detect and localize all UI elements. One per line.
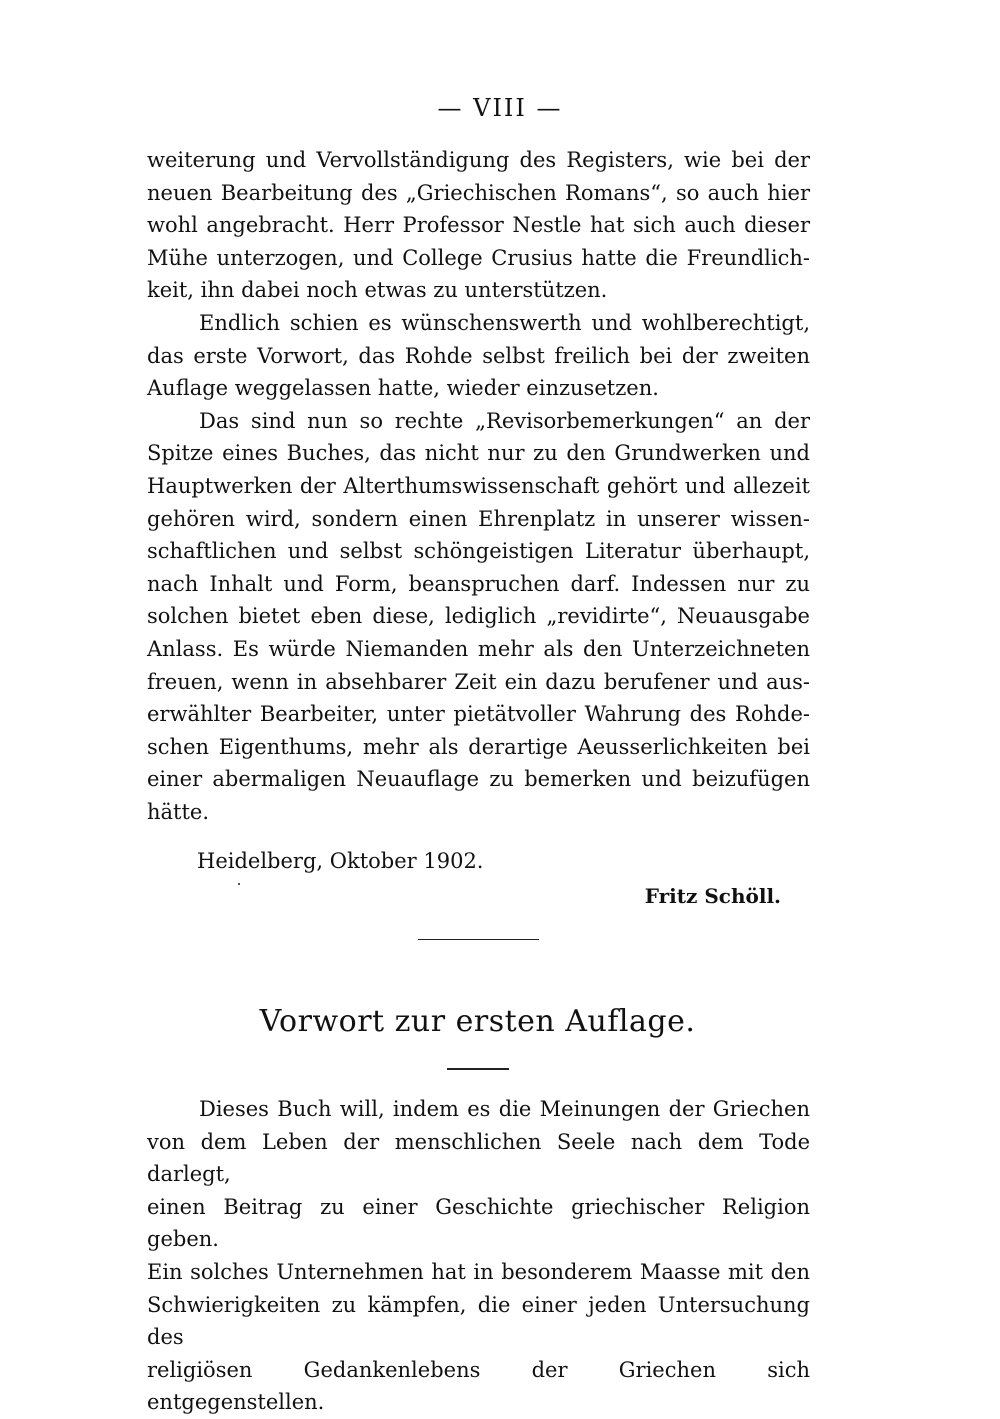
page-number: — VIII — [437,94,563,122]
signature-name: Fritz Schöll. [644,884,781,908]
text-line: Auflage weggelassen hatte, wieder einzusetzen. [147,376,659,401]
text-line: Hauptwerken der Alterthumswissenschaft gehört und allezeit [147,473,810,498]
text-line: Mühe unterzogen, und College Crusius hatte die Freundlich- [147,245,810,270]
text-line: von dem Leben der menschlichen Seele nach dem Tode darlegt, [147,1129,810,1187]
text-line: Schwierigkeiten zu kämpfen, die einer jeden Untersuchung des [147,1292,810,1350]
text-line: Anlass. Es würde Niemanden mehr als den Unterzeichneten [147,636,810,661]
text-line: einen Beitrag zu einer Geschichte griechischer Religion geben. [147,1194,810,1252]
text-line: hätte. [147,799,210,824]
text-line: gehören wird, sondern einen Ehrenplatz in unserer wissen- [147,506,810,531]
text-line: Das sind nun so rechte „Revisorbemerkungen“ an der [199,408,810,433]
text-line: freuen, wenn in absehbarer Zeit ein dazu berufener und aus- [147,669,810,694]
text-line: einer abermaligen Neuauflage zu bemerken und beizufügen [147,767,810,792]
title-underline-rule [447,1068,509,1070]
signature-place-date: Heidelberg, Oktober 1902. [197,849,484,873]
text-line: schen Eigenthums, mehr als derartige Aeusserlichkeiten bei [147,734,810,759]
text-line: neuen Bearbeitung des „Griechischen Romans“, so auch hier [147,180,810,205]
section-divider-rule [418,939,539,940]
text-line: Endlich schien es wünschenswerth und wohlberechtigt, [199,310,810,335]
text-line: Ein solches Unternehmen hat in besonderem Maasse mit den [147,1259,810,1284]
text-line: schaftlichen und selbst schöngeistigen Literatur überhaupt, [147,539,810,564]
text-line: wohl angebracht. Herr Professor Nestle hat sich auch dieser [147,213,810,238]
preface-continued-text [147,144,810,828]
text-line: das erste Vorwort, das Rohde selbst freilich bei der zweiten [147,343,810,368]
section-title: Vorwort zur ersten Auflage. [259,1004,696,1039]
text-line: solchen bietet eben diese, lediglich „revidirte“, Neuausgabe [147,604,810,629]
section-body-text [147,1093,810,1419]
text-line: nach Inhalt und Form, beanspruchen darf. Indessen nur zu [147,571,810,596]
text-line: Spitze eines Buches, das nicht nur zu den Grundwerken und [147,441,810,466]
text-line: Dieses Buch will, indem es die Meinungen der Griechen [199,1097,810,1121]
print-speck [238,883,240,885]
text-line: weiterung und Vervollständigung des Registers, wie bei der [147,148,810,172]
text-line: religiösen Gedankenlebens der Griechen sich entgegenstellen. [147,1357,810,1415]
text-line: keit, ihn dabei noch etwas zu unterstützen. [147,278,608,303]
text-line: erwählter Bearbeiter, unter pietätvoller Wahrung des Rohde- [147,702,810,727]
